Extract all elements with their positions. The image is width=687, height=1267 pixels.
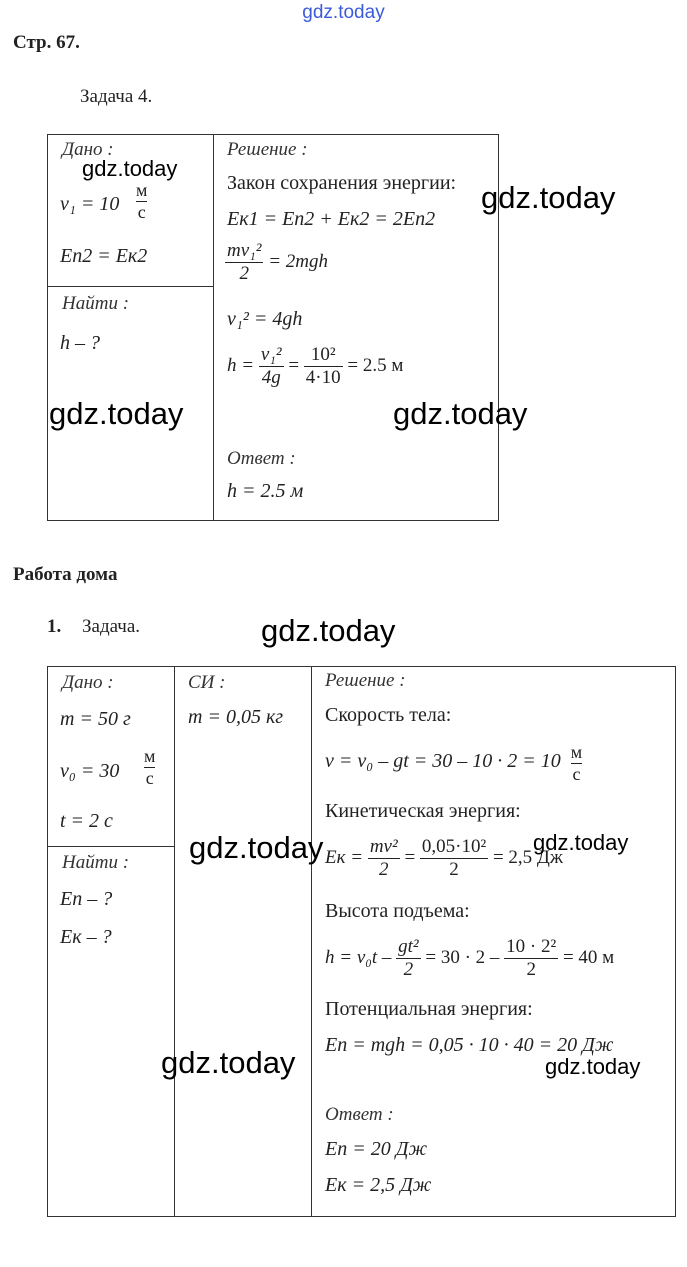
unit-num: м (136, 180, 148, 200)
fraction-den: 2 (239, 263, 249, 284)
task1-given-label: Дано : (62, 672, 114, 693)
fraction (304, 344, 343, 389)
task1-speed-eq (325, 742, 582, 785)
watermark: gdz.today (161, 1045, 296, 1080)
task1-given-mass: m = 50 г (60, 708, 131, 730)
task4-given-unit (136, 180, 147, 223)
eq-rhs: = 2,5 Дж (492, 846, 563, 868)
task4-divider-horizontal (47, 286, 213, 287)
fraction-num: mv² (369, 836, 398, 857)
task4-given-label: Дано : (62, 139, 114, 160)
task1-answer-ek: Eк = 2,5 Дж (325, 1174, 432, 1196)
task1-kinetic-eq (325, 836, 563, 881)
eq-sign: = (288, 354, 300, 376)
task1-divider-vertical-2 (311, 666, 312, 1216)
watermark: gdz.today (189, 830, 324, 865)
watermark: gdz.today (545, 1054, 641, 1079)
task4-title: Задача 4. (80, 86, 153, 107)
eq-rhs: = 2.5 м (347, 354, 404, 376)
fraction-den: 2 (526, 959, 536, 980)
task4-solution-intro: Закон сохранения энергии: (227, 172, 457, 194)
task4-eq1: Eк1 = Eп2 + Eк2 = 2Eп2 (227, 208, 436, 230)
watermark: gdz.today (261, 613, 396, 648)
task1-speed-label: Скорость тела: (325, 704, 452, 726)
task4-answer: h = 2.5 м (227, 480, 304, 502)
fraction-num: v₁² (260, 344, 282, 365)
task4-given-v1: v₁ = 10 (60, 193, 120, 215)
task1-find-ek: Eк – ? (60, 926, 112, 948)
watermark-top: gdz.today (302, 2, 385, 23)
section-title: Работа дома (13, 564, 118, 585)
task1-divider-vertical-1 (174, 666, 175, 1216)
watermark: gdz.today (49, 396, 184, 431)
fraction (259, 344, 284, 389)
task1-given-unit (144, 746, 155, 789)
fraction-num: gt² (398, 936, 419, 957)
task1-kinetic-label: Кинетическая энергия: (325, 800, 521, 822)
eq-lhs: h = (227, 354, 255, 376)
task4-answer-label: Ответ : (227, 448, 296, 469)
task1-height-eq (325, 936, 614, 981)
fraction-den: 2 (403, 959, 414, 980)
task1-si-label: СИ : (188, 672, 226, 693)
task4-eq3: v₁² = 4gh (227, 308, 303, 330)
task1-height-label: Высота подъема: (325, 900, 470, 922)
fraction-den: 2 (449, 859, 459, 880)
task1-find-ep: Eп – ? (60, 888, 113, 910)
task1-find-label: Найти : (62, 852, 130, 873)
fraction-num: 10 · 2² (506, 936, 557, 957)
eq-lhs: Eк = (325, 846, 364, 868)
task1-potential-eq: Eп = mgh = 0,05 · 10 · 40 = 20 Дж (325, 1034, 614, 1056)
page-header: Стр. 67. (13, 32, 80, 53)
watermark: gdz.today (393, 396, 528, 431)
task1-answer-label: Ответ : (325, 1104, 394, 1125)
task4-eq4 (227, 344, 403, 389)
watermark: gdz.today (481, 180, 616, 215)
unit-den: с (572, 764, 581, 784)
fraction (368, 836, 400, 881)
task4-divider-vertical (213, 134, 214, 520)
eq-sign: = (404, 846, 416, 868)
fraction-num: 10² (304, 344, 343, 367)
unit-den: с (145, 768, 154, 788)
task4-find-label: Найти : (62, 293, 130, 314)
unit-den: с (137, 202, 146, 222)
watermark: gdz.today (533, 830, 629, 855)
eq-rhs: = 2mgh (268, 250, 329, 272)
task1-potential-label: Потенциальная энергия: (325, 998, 533, 1020)
task4-solution-label: Решение : (227, 139, 308, 160)
fraction-den: 4·10 (305, 367, 341, 388)
task1-given-time: t = 2 с (60, 810, 113, 832)
task4-eq2 (225, 240, 328, 285)
fraction (420, 836, 488, 881)
task1-solution-label: Решение : (325, 670, 406, 691)
task1-given-v0: v₀ = 30 (60, 760, 120, 782)
eq-mid: = 30 · 2 – (425, 946, 500, 968)
fraction (396, 936, 420, 981)
task1-title: Задача. (82, 616, 141, 637)
speed-unit (571, 742, 582, 785)
watermark: gdz.today (82, 156, 178, 181)
task1-divider-horizontal (47, 846, 174, 847)
task1-answer-ep: Eп = 20 Дж (325, 1138, 428, 1160)
fraction-num: 0,05·10² (421, 836, 487, 857)
task1-number: 1. (47, 616, 62, 637)
eq-text: v = v₀ – gt = 30 – 10 · 2 = 10 (325, 750, 561, 773)
task1-si-mass: m = 0,05 кг (188, 706, 284, 728)
fraction-den: 4g (261, 367, 281, 388)
unit-num: м (144, 746, 156, 766)
eq-lhs: h = v₀t – (325, 946, 392, 968)
fraction (225, 240, 263, 285)
eq-rhs: = 40 м (562, 946, 615, 968)
task4-given-energy: Eп2 = Eк2 (60, 245, 148, 267)
fraction (504, 936, 558, 981)
fraction-num: mv₁² (227, 240, 262, 261)
task4-find-h: h – ? (60, 332, 100, 354)
fraction-den: 2 (379, 859, 389, 880)
unit-num: м (570, 742, 583, 762)
